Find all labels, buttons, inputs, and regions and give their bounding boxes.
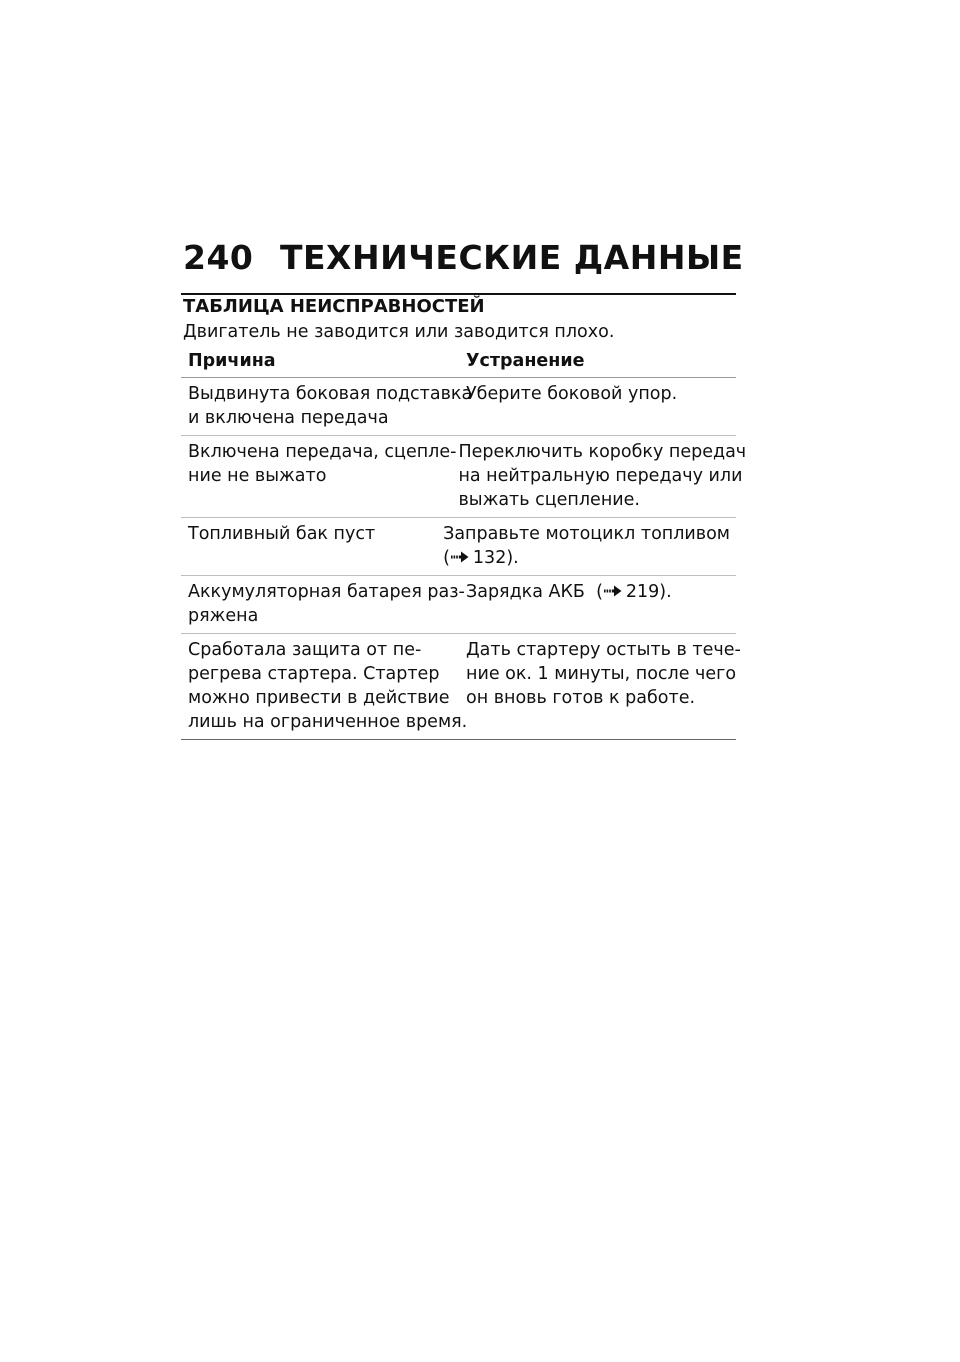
section-intro: Двигатель не заводится или заводится плохо.: [183, 322, 615, 342]
remedy-line: Уберите боковой упор.: [466, 384, 678, 404]
cause-line: Выдвинута боковая подставка: [188, 384, 473, 404]
table-header-row: [181, 347, 736, 378]
remedy-cell: [464, 576, 736, 633]
cause-line: лишь на ограниченное время.: [188, 712, 468, 732]
column-header-cause: Причина: [188, 351, 276, 371]
ref-page-number: 219).: [625, 582, 672, 602]
arrow-right-icon: [604, 585, 622, 597]
column-header-remedy: Устранение: [466, 351, 585, 371]
chapter-title: ТЕХНИЧЕСКИЕ ДАННЫЕ: [280, 238, 744, 277]
page-number: 240: [183, 238, 254, 277]
table-row: [181, 576, 736, 634]
remedy-line: Переключить коробку передач: [458, 442, 747, 462]
cause-line: Сработала защита от пе-: [188, 640, 422, 660]
ref-page-number: 132).: [472, 548, 519, 568]
remedy-cell: [456, 436, 752, 517]
cause-line: ряжена: [188, 606, 259, 626]
fault-table: [181, 347, 747, 740]
ref-open-paren: (: [443, 548, 450, 568]
cause-cell: [181, 518, 441, 575]
page-header: [183, 238, 744, 277]
cause-cell: [181, 576, 464, 633]
remedy-cell: [464, 378, 736, 435]
remedy-cell: [464, 634, 747, 739]
table-row: [181, 378, 736, 436]
remedy-line: [466, 580, 730, 604]
cause-line: и включена передача: [188, 408, 389, 428]
section-divider: [181, 293, 736, 295]
table-row: [181, 436, 747, 518]
remedy-line: Заправьте мотоцикл топливом: [443, 524, 730, 544]
remedy-line: Дать стартеру остыть в тече-: [466, 640, 741, 660]
cause-cell: [181, 378, 473, 435]
cause-line: можно привести в действие: [188, 688, 450, 708]
remedy-line: ние ок. 1 минуты, после чего: [466, 664, 737, 684]
remedy-cell: [441, 518, 736, 575]
cause-cell: [181, 436, 456, 517]
remedy-line: выжать сцепление.: [458, 490, 640, 510]
cause-line: регрева стартера. Стартер: [188, 664, 440, 684]
table-row: [181, 634, 741, 740]
arrow-right-icon: [451, 551, 469, 563]
remedy-text: Зарядка АКБ: [466, 582, 585, 602]
table-row: [181, 518, 736, 576]
cause-line: Аккумуляторная батарея раз-: [188, 582, 465, 602]
ref-open-paren: (: [596, 582, 603, 602]
page-reference[interactable]: [585, 582, 672, 602]
remedy-line: на нейтральную передачу или: [458, 466, 743, 486]
remedy-line: он вновь готов к работе.: [466, 688, 696, 708]
cause-line: Топливный бак пуст: [188, 524, 376, 544]
cause-line: Включена передача, сцепле-: [188, 442, 457, 462]
section-title: ТАБЛИЦА НЕИСПРАВНОСТЕЙ: [183, 296, 485, 317]
cause-cell: [181, 634, 468, 739]
cause-line: ние не выжато: [188, 466, 327, 486]
page-reference[interactable]: [443, 546, 730, 570]
